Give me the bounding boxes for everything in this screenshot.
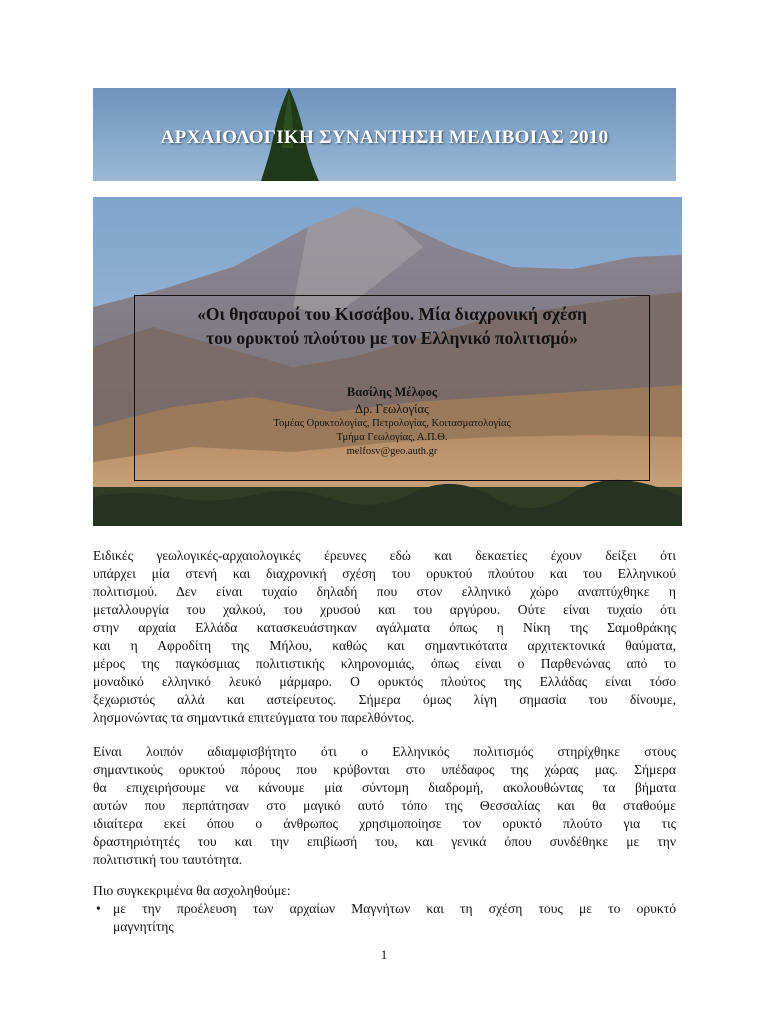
cover-title-box bbox=[134, 295, 650, 481]
page-number: 1 bbox=[380, 947, 388, 962]
banner-title: ΑΡΧΑΙΟΛΟΓΙΚΗ ΣΥΝΑΝΤΗΣΗ ΜΕΛΙΒΟΙΑΣ 2010 bbox=[160, 127, 609, 148]
author-department: Τομέας Ορυκτολογίας, Πετρολογίας, Κοιτασματολογίας bbox=[273, 418, 511, 429]
text-line: Είναι λοιπόν αδιαμφισβήτητο ότι ο Ελληνικός πολιτισμός στηρίχθηκε στους bbox=[93, 744, 676, 759]
author-name: Βασίλης Μέλφος bbox=[346, 385, 438, 399]
text-line: ξεχωριστός αλλά και αστείρευτος. Σήμερα όμως λίγη σημασία του δίνουμε, bbox=[93, 692, 676, 707]
author-school: Τμήμα Γεωλογίας, Α.Π.Θ. bbox=[336, 432, 448, 443]
paragraph-2 bbox=[93, 743, 676, 869]
list-intro: Πιο συγκεκριμένα θα ασχοληθούμε: bbox=[93, 883, 291, 898]
text-line: πολιτισμού. Δεν είναι τυχαίο δηλαδή που στον ελληνικό χώρο αναπτύχθηκε η bbox=[93, 584, 676, 599]
author-degree: Δρ. Γεωλογίας bbox=[355, 402, 429, 416]
header-banner bbox=[93, 88, 676, 181]
title-line: του ορυκτού πλούτου με τον Ελληνικό πολιτισμό» bbox=[206, 328, 578, 348]
text-line: με την προέλευση των αρχαίων Μαγνήτων και τη σχέση τους με το ορυκτό bbox=[113, 901, 676, 916]
text-line: υπάρχει μία στενή και διαχρονική σχέση του ορυκτού πλούτου και του Ελληνικού bbox=[93, 566, 676, 581]
text-line: ιδιαίτερα εκεί όπου ο άνθρωπος χρησιμοποίησε τον ορυκτό πλούτο για τις bbox=[93, 816, 676, 831]
text-line: αυτών που περπάτησαν στο μαγικό αυτό τόπο της Θεσσαλίας και θα σταθούμε bbox=[93, 798, 676, 813]
text-line: μαγνητίτης bbox=[113, 919, 174, 934]
cover-photo bbox=[93, 197, 682, 526]
author-block bbox=[135, 384, 649, 459]
text-line: θα επιχειρήσουμε να κάνουμε μία σύντομη διαδρομή, ακολουθώντας τα βήματα bbox=[93, 780, 676, 795]
paragraph-1 bbox=[93, 547, 676, 727]
text-line: δραστηριότητές του και την επιβίωσή του, και γενικά όπου συνδέθηκε με την bbox=[93, 834, 676, 849]
text-line: μοναδικό ελληνικό λευκό μάρμαρο. Ο ορυκτός πλούτος της Ελλάδας είναι τόσο bbox=[93, 674, 676, 689]
text-line: Ειδικές γεωλογικές-αρχαιολογικές έρευνες εδώ και δεκαετίες έχουν δείξει ότι bbox=[93, 548, 676, 563]
title-line: «Οι θησαυροί του Κισσάβου. Μία διαχρονική σχέση bbox=[197, 304, 587, 324]
list-item bbox=[93, 900, 676, 936]
author-email: melfosv@geo.auth.gr bbox=[346, 446, 438, 457]
text-line: μεταλλουργία του χαλκού, του χρυσού και του αργύρου. Ούτε είναι τυχαίο ότι bbox=[93, 602, 676, 617]
bullet-icon: • bbox=[96, 901, 101, 916]
text-line: πολιτιστική του ταυτότητα. bbox=[93, 852, 243, 867]
text-line: στην αρχαία Ελλάδα κατασκευάστηκαν αγάλματα όπως η Νίκη της Σαμοθράκης bbox=[93, 620, 676, 635]
text-line: μέρος της παγκόσμιας πολιτιστικής κληρονομιάς, όπως είναι ο Παρθενώνας από το bbox=[93, 656, 676, 671]
text-line: λησμονώντας τα σημαντικά επιτεύγματα του παρελθόντος. bbox=[93, 710, 415, 725]
text-line: σημαντικούς ορυκτού πόρους που κρύβονται στο υπέδαφος της χώρας μας. Σήμερα bbox=[93, 762, 676, 777]
topic-list bbox=[93, 900, 676, 936]
document-title bbox=[135, 302, 649, 350]
text-line: και η Αφροδίτη της Μήλου, καθώς και σημαντικότατα αρχιτεκτονικά θαύματα, bbox=[93, 638, 676, 653]
